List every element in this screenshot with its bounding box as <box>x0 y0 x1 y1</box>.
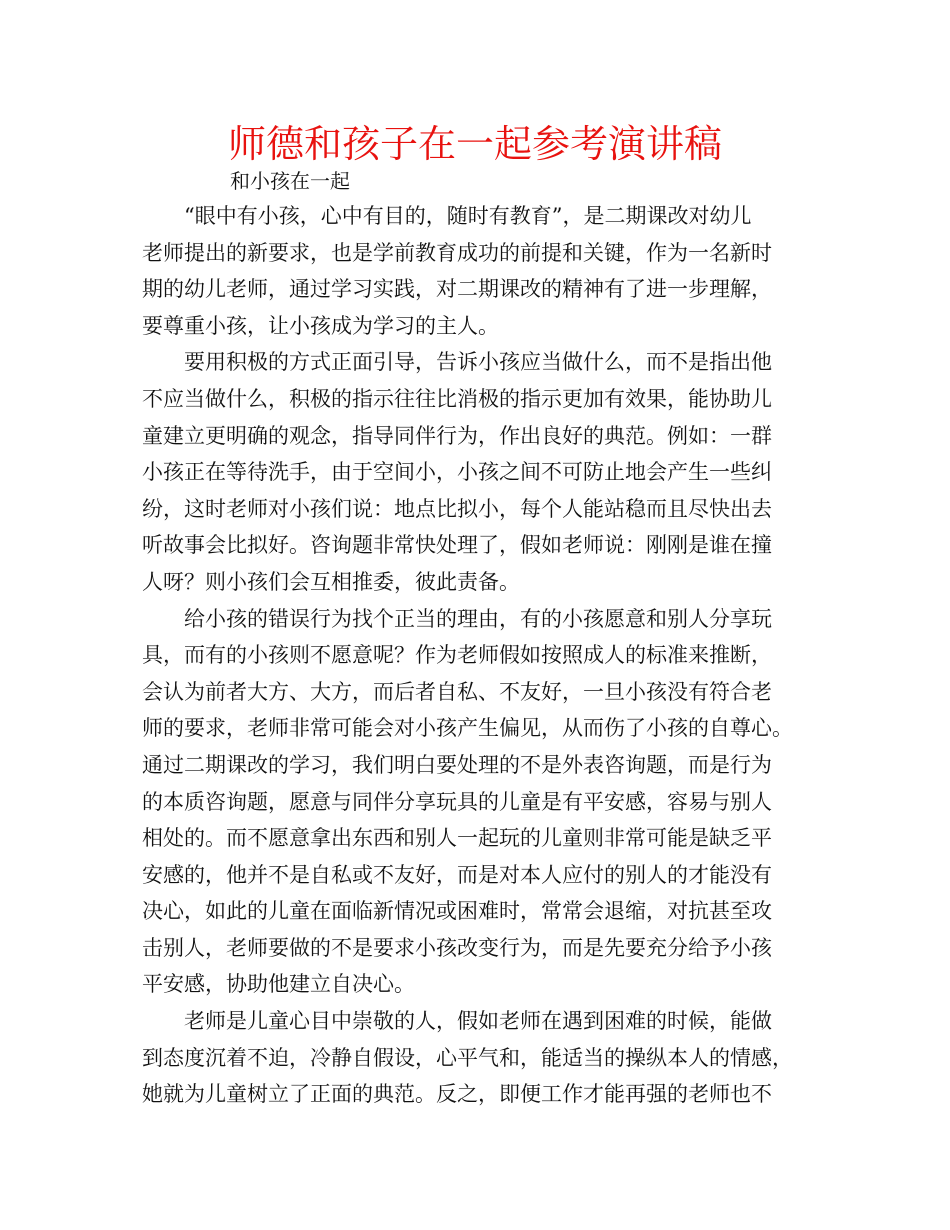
body-text-line: 会认为前者大方、大方，而后者自私、不友好，一旦小孩没有符合老 <box>142 679 772 704</box>
body-text-line: 童建立更明确的观念，指导同伴行为，作出良好的典范。例如：一群 <box>142 423 772 448</box>
body-text-line: 要尊重小孩，让小孩成为学习的主人。 <box>142 313 499 338</box>
body-text-line: 通过二期课改的学习，我们明白要处理的不是外表咨询题，而是行为 <box>142 752 772 777</box>
body-text-line: 具，而有的小孩则不愿意呢？作为老师假如按照成人的标准来推断， <box>142 643 772 668</box>
body-text-line: 纷，这时老师对小孩们说：地点比拟小，每个人能站稳而且尽快出去 <box>142 496 772 521</box>
body-text-line: 她就为儿童树立了正面的典范。反之，即便工作才能再强的老师也不 <box>142 1082 772 1107</box>
document-subtitle: 和小孩在一起 <box>230 169 350 193</box>
document-body <box>142 198 814 1113</box>
body-text-line: 要用积极的方式正面引导，告诉小孩应当做什么，而不是指出他 <box>184 350 772 375</box>
body-text-line: 师的要求，老师非常可能会对小孩产生偏见，从而伤了小孩的自尊心。 <box>142 716 793 741</box>
body-text-line: 期的幼儿老师，通过学习实践，对二期课改的精神有了进一步理解， <box>142 277 772 302</box>
body-text-line: 人呀？则小孩们会互相推委，彼此责备。 <box>142 569 520 594</box>
body-text-line: “眼中有小孩，心中有目的，随时有教育”，是二期课改对幼儿 <box>184 204 752 228</box>
body-text-line: 给小孩的错误行为找个正当的理由，有的小孩愿意和别人分享玩 <box>184 606 772 631</box>
body-text-line: 相处的。而不愿意拿出东西和别人一起玩的儿童则非常可能是缺乏平 <box>142 826 772 851</box>
body-text-line: 的本质咨询题，愿意与同伴分享玩具的儿童是有平安感，容易与别人 <box>142 789 772 814</box>
body-text-line: 小孩正在等待洗手，由于空间小，小孩之间不可防止地会产生一些纠 <box>142 460 772 485</box>
body-text-line: 不应当做什么，积极的指示往往比消极的指示更加有效果，能协助儿 <box>142 386 772 411</box>
body-text-line: 决心，如此的儿童在面临新情况或困难时，常常会退缩，对抗甚至攻 <box>142 899 772 924</box>
body-text-line: 老师是儿童心目中崇敬的人，假如老师在遇到困难的时候，能做 <box>184 1009 772 1034</box>
body-text-line: 安感的，他并不是自私或不友好，而是对本人应付的别人的才能没有 <box>142 862 772 887</box>
body-text-line: 老师提出的新要求，也是学前教育成功的前提和关键，作为一名新时 <box>142 240 772 265</box>
document-title: 师德和孩子在一起参考演讲稿 <box>227 122 722 166</box>
body-text-line: 到态度沉着不迫，冷静自假设，心平气和，能适当的操纵本人的情感， <box>142 1045 793 1070</box>
body-text-line: 平安感，协助他建立自决心。 <box>142 972 415 997</box>
body-text-line: 听故事会比拟好。咨询题非常快处理了，假如老师说：刚刚是谁在撞 <box>142 533 772 558</box>
body-text-line: 击别人，老师要做的不是要求小孩改变行为，而是先要充分给予小孩 <box>142 935 772 960</box>
